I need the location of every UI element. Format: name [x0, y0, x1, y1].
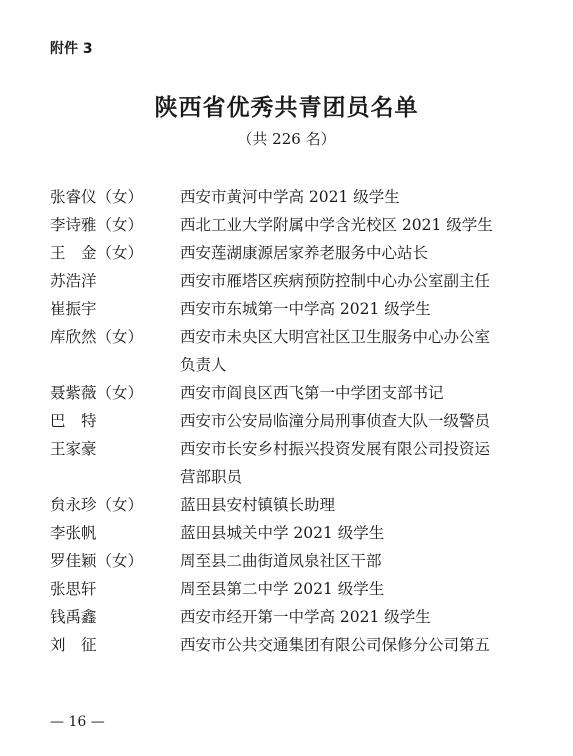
member-name: 巴 特 [50, 412, 97, 430]
member-name: 贠永珍（女） [50, 496, 144, 514]
list-item [0, 631, 573, 659]
member-name: 聂紫薇（女） [50, 384, 144, 402]
member-description: 周至县二曲街道凤泉社区干部 [180, 552, 382, 570]
member-description: 负责人 [180, 356, 227, 374]
total-count: （共 226 名） [237, 130, 336, 148]
member-name: 王家豪 [50, 440, 97, 458]
member-description: 西安市未央区大明宫社区卫生服务中心办公室 [180, 328, 491, 346]
list-item [0, 379, 573, 407]
member-list [0, 183, 573, 659]
member-name: 王 金（女） [50, 244, 144, 262]
list-item [0, 603, 573, 631]
member-description: 西安市公共交通集团有限公司保修分公司第五 [180, 636, 491, 654]
list-item [0, 407, 573, 435]
list-item [0, 239, 573, 267]
member-description: 蓝田县安村镇镇长助理 [180, 496, 336, 514]
member-description: 蓝田县城关中学 2021 级学生 [180, 524, 385, 542]
member-name: 张思轩 [50, 580, 97, 598]
list-item [0, 267, 573, 295]
page-number: — 16 — [50, 714, 105, 730]
member-name: 罗佳颖（女） [50, 552, 144, 570]
document-title: 陕西省优秀共青团员名单 [154, 95, 419, 121]
attachment-label: 附件 3 [50, 41, 93, 57]
list-item [0, 183, 573, 211]
list-item [0, 211, 573, 239]
member-name: 刘 征 [50, 636, 97, 654]
member-description: 营部职员 [180, 468, 243, 486]
member-name: 张睿仪（女） [50, 188, 144, 206]
list-item [0, 435, 573, 491]
list-item [0, 519, 573, 547]
member-name: 李张帆 [50, 524, 97, 542]
list-item [0, 575, 573, 603]
member-description: 周至县第二中学 2021 级学生 [180, 580, 385, 598]
member-name: 苏浩洋 [50, 272, 97, 290]
list-item [0, 547, 573, 575]
member-description: 西安市长安乡村振兴投资发展有限公司投资运 [180, 440, 491, 458]
member-description: 西安市东城第一中学高 2021 级学生 [180, 300, 431, 318]
member-description: 西北工业大学附属中学含光校区 2021 级学生 [180, 216, 493, 234]
member-name: 钱禹鑫 [50, 608, 97, 626]
list-item [0, 295, 573, 323]
member-description: 西安市阎良区西飞第一中学团支部书记 [180, 384, 444, 402]
member-name: 李诗雅（女） [50, 216, 144, 234]
member-description: 西安莲湖康源居家养老服务中心站长 [180, 244, 429, 262]
member-description: 西安市公安局临潼分局刑事侦查大队一级警员 [180, 412, 491, 430]
member-description: 西安市黄河中学高 2021 级学生 [180, 188, 400, 206]
member-description: 西安市雁塔区疾病预防控制中心办公室副主任 [180, 272, 491, 290]
member-description: 西安市经开第一中学高 2021 级学生 [180, 608, 431, 626]
list-item [0, 323, 573, 379]
member-name: 库欣然（女） [50, 328, 144, 346]
member-name: 崔振宇 [50, 300, 97, 318]
list-item [0, 491, 573, 519]
